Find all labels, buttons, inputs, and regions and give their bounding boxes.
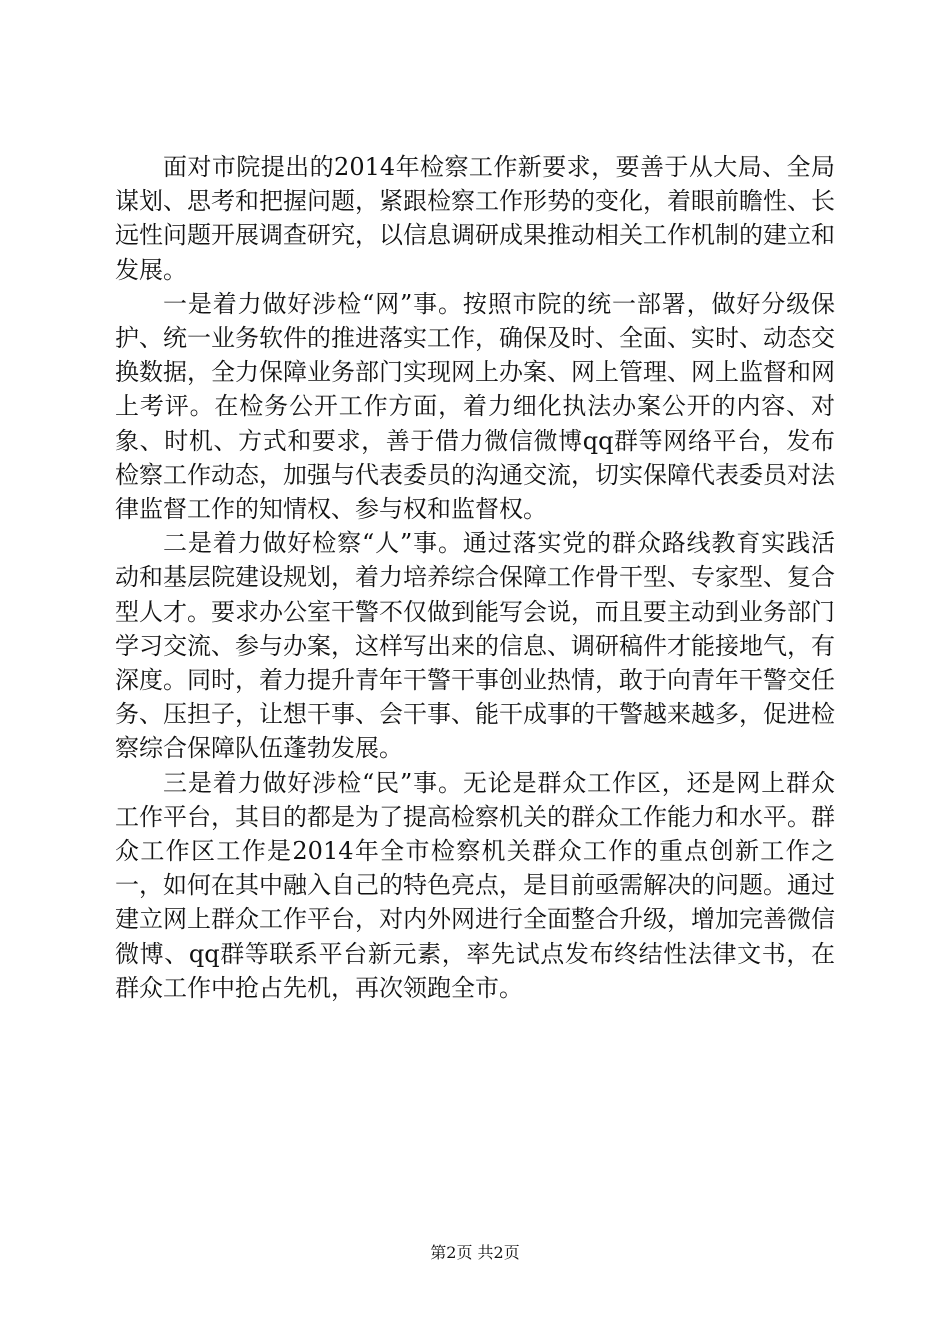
- paragraph-intro: 面对市院提出的2014年检察工作新要求，要善于从大局、全局谋划、思考和把握问题，紧跟检察工作形势的变化，着眼前瞻性、长远性问题开展调查研究，以信息调研成果推动相关工作机制的建立和发展。: [115, 153, 835, 284]
- paragraph-network-affairs: 一是着力做好涉检“网”事。按照市院的统一部署，做好分级保护、统一业务软件的推进落实工作，确保及时、全面、实时、动态交换数据，全力保障业务部门实现网上办案、网上管理、网上监督和网上考评。在检务公开工作方面，着力细化执法办案公开的内容、对象、时机、方式和要求，善于借力微信微博qq群等网络平台，发布检察工作动态，加强与代表委员的沟通交流，切实保障代表委员对法律监督工作的知情权、参与权和监督权。: [115, 289, 835, 524]
- paragraph-personnel-affairs: 二是着力做好检察“人”事。通过落实党的群众路线教育实践活动和基层院建设规划，着力培养综合保障工作骨干型、专家型、复合型人才。要求办公室干警不仅做到能写会说，而且要主动到业务部门学习交流、参与办案，这样写出来的信息、调研稿件才能接地气，有深度。同时，着力提升青年干警干事创业热情，敢于向青年干警交任务、压担子，让想干事、会干事、能干成事的干警越来越多，促进检察综合保障队伍蓬勃发展。: [115, 529, 835, 763]
- document-body: [115, 150, 835, 1005]
- paragraph-public-affairs: 三是着力做好涉检“民”事。无论是群众工作区，还是网上群众工作平台，其目的都是为了提高检察机关的群众工作能力和水平。群众工作区工作是2014年全市检察机关群众工作的重点创新工作之一，如何在其中融入自己的特色亮点，是目前亟需解决的问题。通过建立网上群众工作平台，对内外网进行全面整合升级，增加完善微信微博、qq群等联系平台新元素，率先试点发布终结性法律文书，在群众工作中抢占先机，再次领跑全市。: [115, 768, 835, 1002]
- page-number-footer: 第2页 共2页: [430, 1243, 520, 1262]
